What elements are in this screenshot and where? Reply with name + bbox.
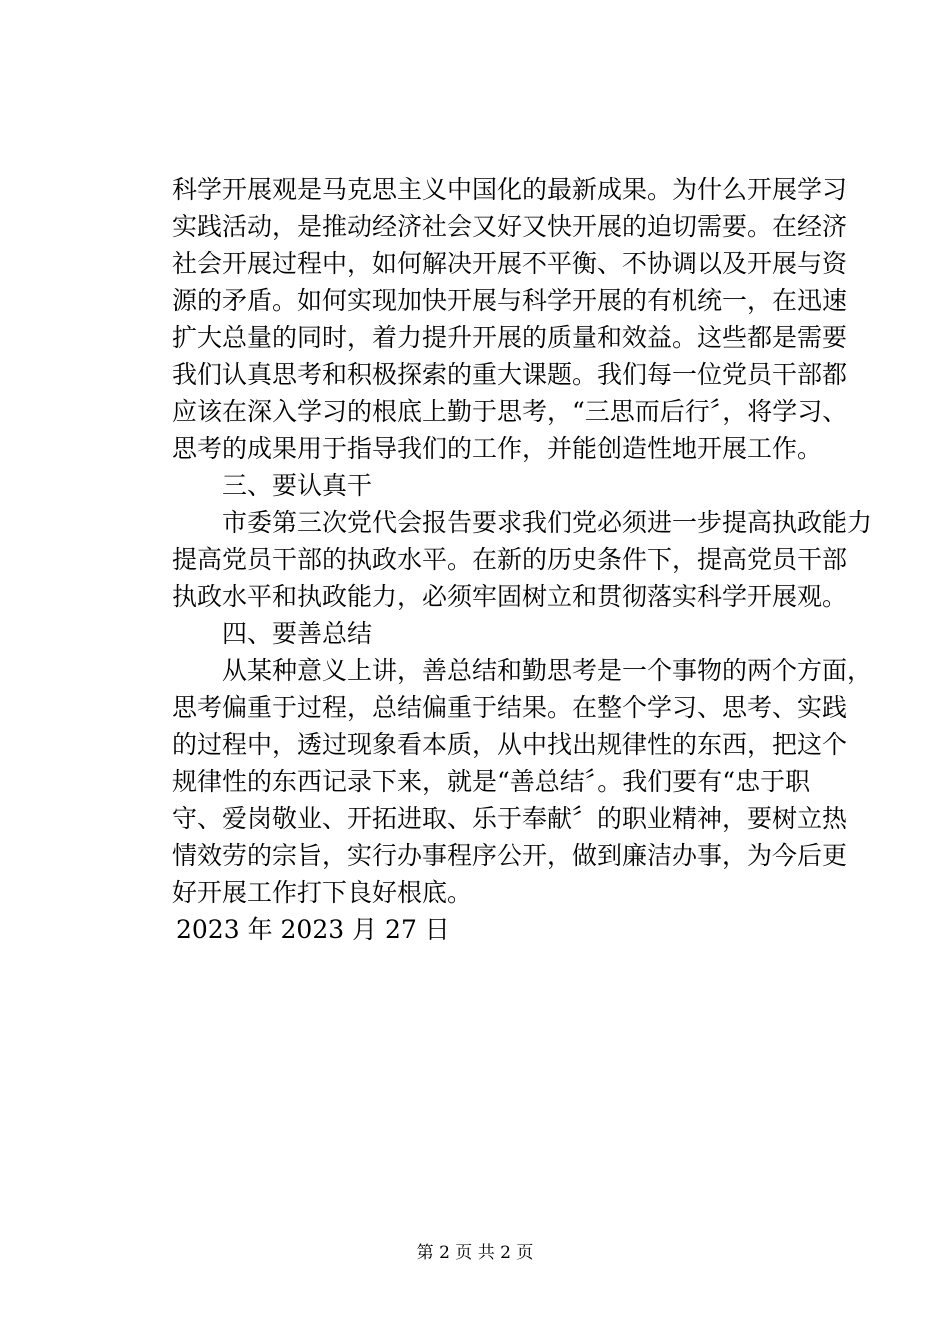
paragraph-line: 扩大总量的同时，着力提升开展的质量和效益。这些都是需要 — [172, 323, 848, 352]
paragraph-line: 思考偏重于过程，总结偏重于结果。在整个学习、思考、实践 — [172, 693, 848, 722]
paragraph-line: 源的矛盾。如何实现加快开展与科学开展的有机统一，在迅速 — [172, 286, 848, 315]
paragraph-line: 应该在深入学习的根底上勤于思考，“三思而后行〞，将学习、 — [172, 397, 848, 426]
paragraph-line: 守、爱岗敬业、开拓进取、乐于奉献〞的职业精神，要树立热 — [172, 804, 848, 833]
section-heading: 三、要认真干 — [222, 471, 373, 500]
paragraph-line: 情效劳的宗旨，实行办事程序公开，做到廉洁办事，为今后更 — [172, 841, 848, 870]
paragraph-line: 提高党员干部的执政水平。在新的历史条件下，提高党员干部 — [172, 545, 848, 574]
document-date: 2023 年 2023 月 27 日 — [176, 915, 450, 944]
paragraph-line: 科学开展观是马克思主义中国化的最新成果。为什么开展学习 — [172, 175, 848, 204]
paragraph-line: 市委第三次党代会报告要求我们党必须进一步提高执政能力 — [222, 508, 873, 537]
paragraph-line: 执政水平和执政能力，必须牢固树立和贯彻落实科学开展观。 — [172, 582, 848, 611]
paragraph-line: 好开展工作打下良好根底。 — [172, 878, 473, 907]
paragraph-line: 规律性的东西记录下来，就是“善总结〞。我们要有“忠于职 — [172, 767, 811, 796]
page-footer: 第 2 页 共 2 页 — [416, 1243, 534, 1263]
paragraph-line: 社会开展过程中，如何解决开展不平衡、不协调以及开展与资 — [172, 249, 848, 278]
paragraph-line: 从某种意义上讲，善总结和勤思考是一个事物的两个方面， — [222, 656, 873, 685]
paragraph-line: 思考的成果用于指导我们的工作，并能创造性地开展工作。 — [172, 434, 823, 463]
paragraph-line: 我们认真思考和积极探索的重大课题。我们每一位党员干部都 — [172, 360, 848, 389]
section-heading: 四、要善总结 — [222, 619, 373, 648]
paragraph-line: 的过程中，透过现象看本质，从中找出规律性的东西，把这个 — [172, 730, 848, 759]
paragraph-line: 实践活动，是推动经济社会又好又快开展的迫切需要。在经济 — [172, 212, 848, 241]
